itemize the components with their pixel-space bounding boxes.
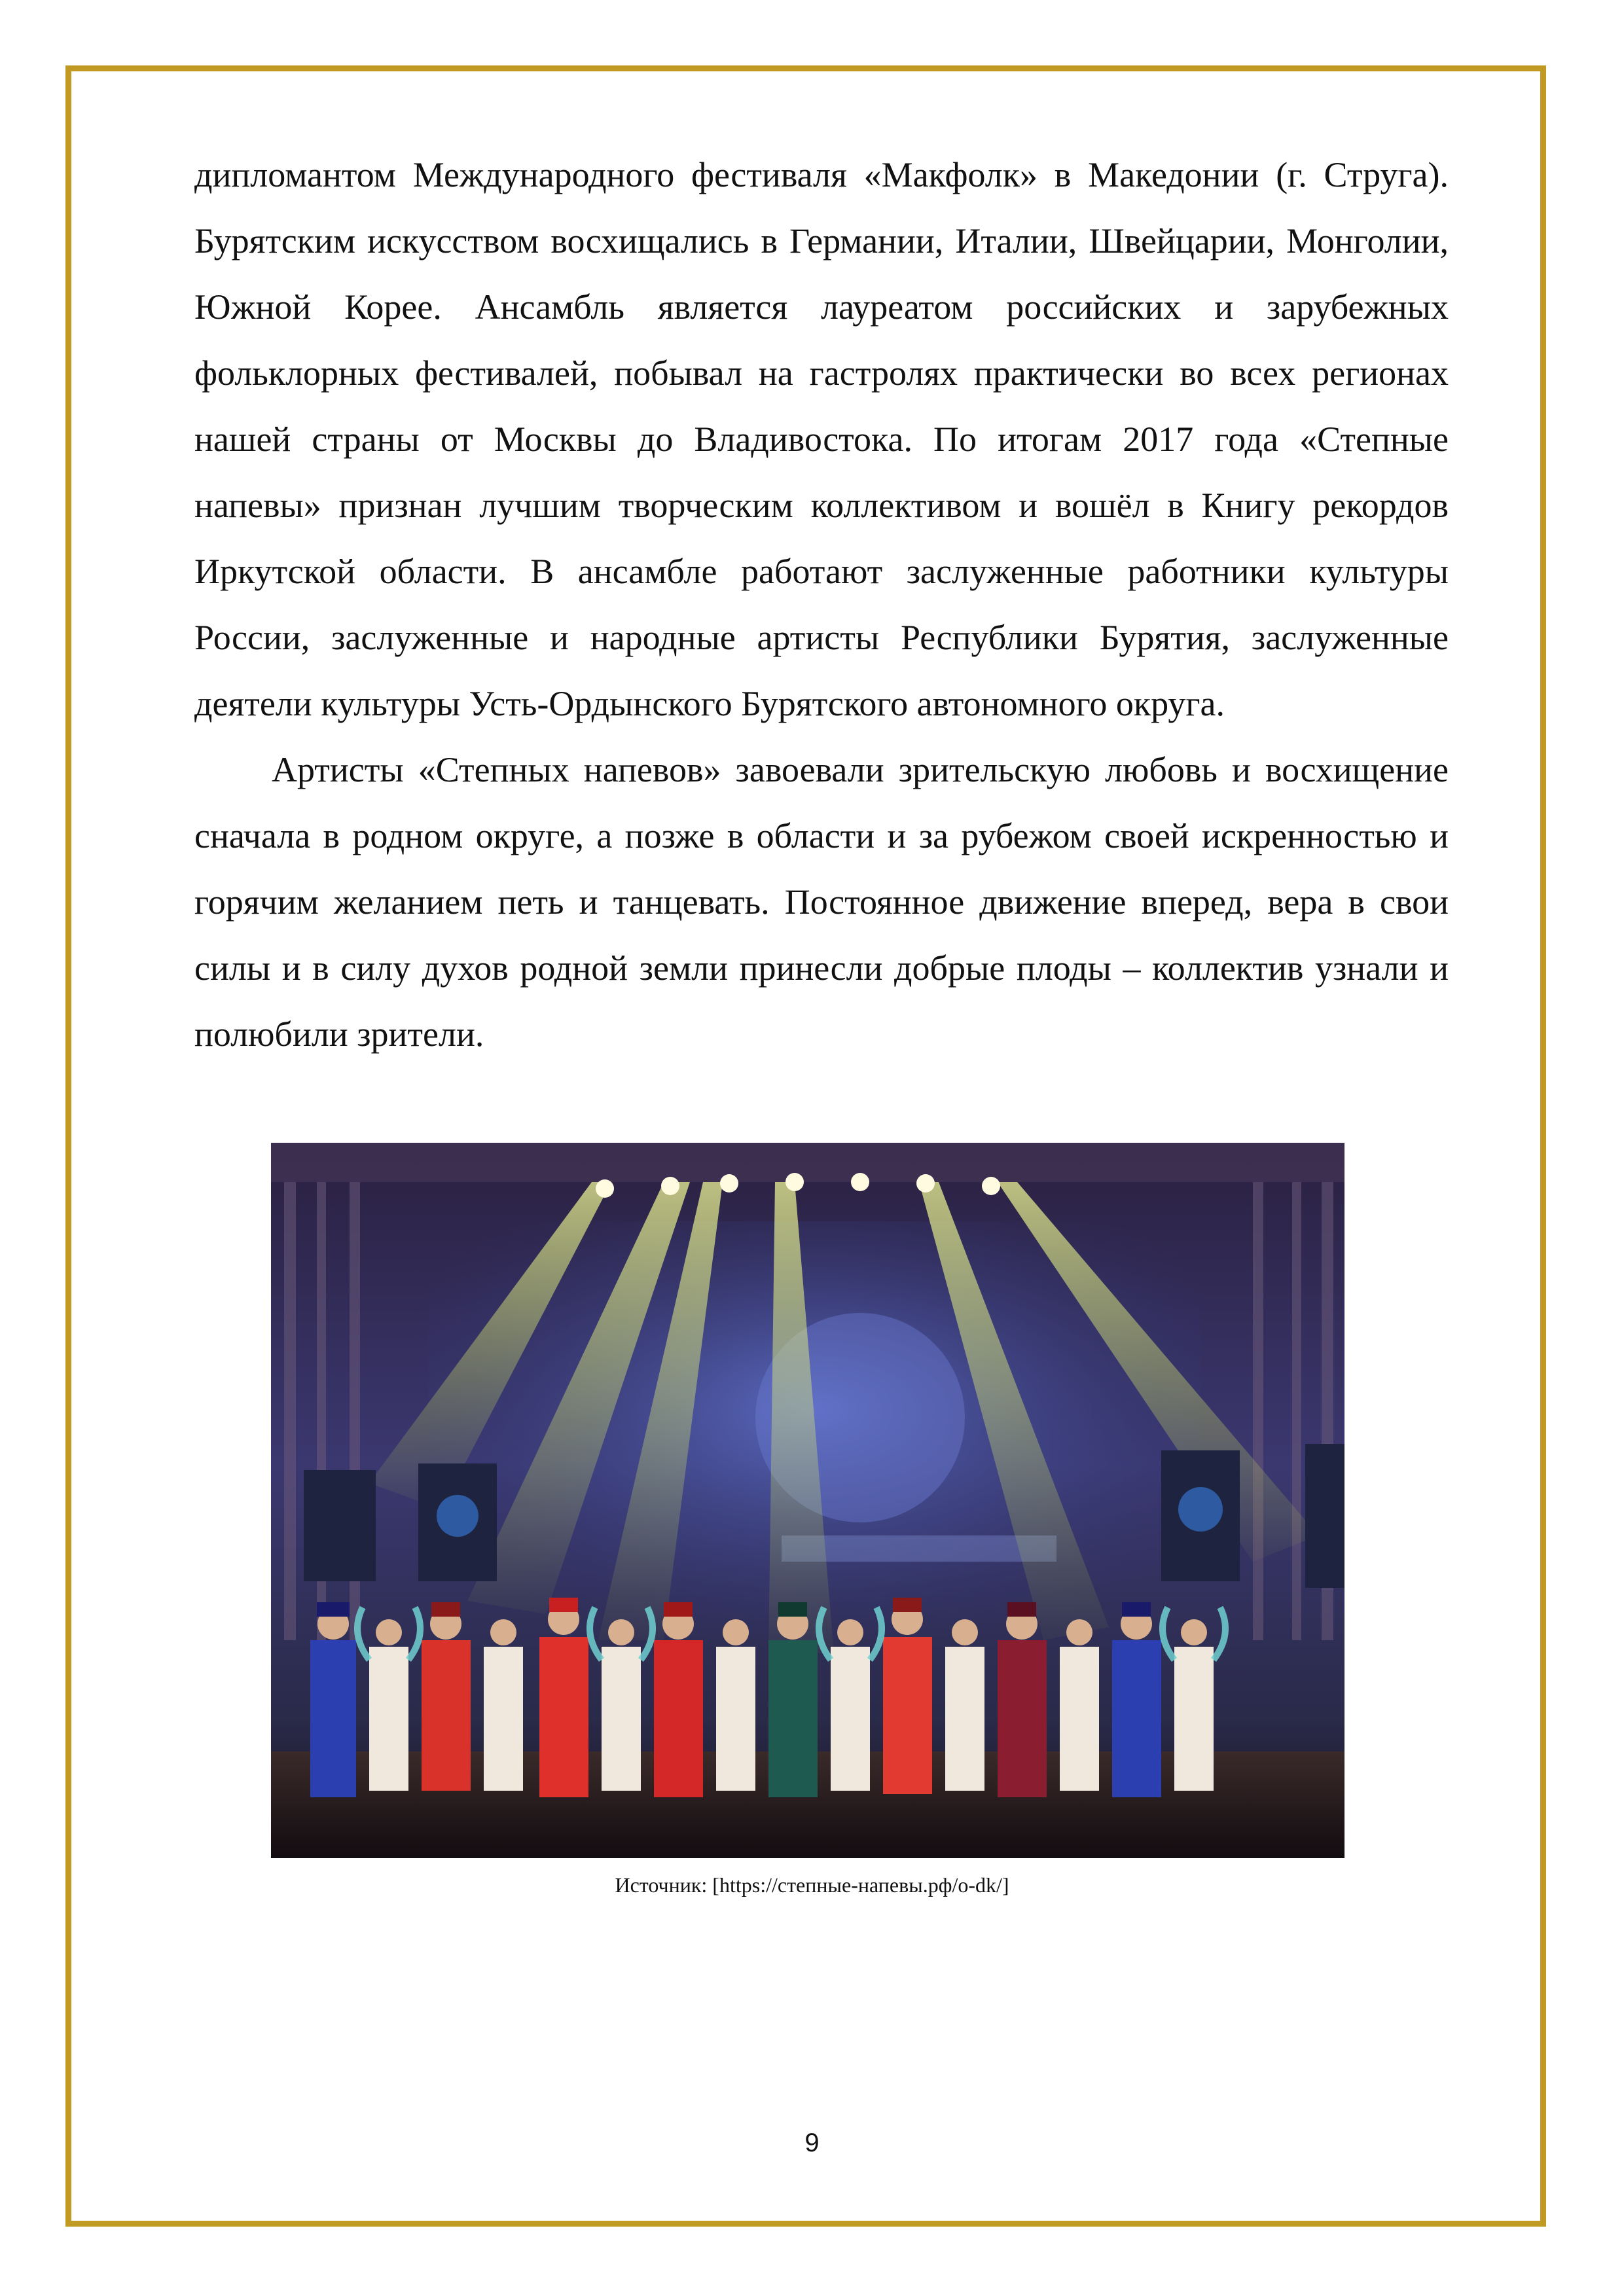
ensemble-stage-photo [271, 1143, 1344, 1858]
article-text [194, 142, 1449, 1067]
page-number: 9 [804, 2128, 820, 2157]
photo-caption: Источник: [https://степные-напевы.рф/о-dk/] [615, 1873, 1009, 1897]
paragraph-1: дипломантом Международного фестиваля «Макфолк» в Македонии (г. Струга). Бурятским искусством восхищались в Германии, Италии, Швейцарии, Монголии, Южной Корее. Ансамбль является лауреатом российских и зарубежных фольклорных фестивалей, побывал на гастролях практически во всех регионах нашей страны от Москвы до Владивостока. По итогам 2017 года «Степные напевы» признан лучшим творческим коллективом и вошёл в Книгу рекордов Иркутской области. В ансамбле работают заслуженные работники культуры России, заслуженные и народные артисты Республики Бурятия, заслуженные деятели культуры Усть-Ордынского Бурятского автономного округа. [194, 155, 1449, 723]
paragraph-2: Артисты «Степных напевов» завоевали зрительскую любовь и восхищение сначала в родном округе, а позже в области и за рубежом своей искренностью и горячим желанием петь и танцевать. Постоянное движение вперед, вера в свои силы и в силу духов родной земли принесли добрые плоды – коллектив узнали и полюбили зрители. [194, 750, 1449, 1054]
